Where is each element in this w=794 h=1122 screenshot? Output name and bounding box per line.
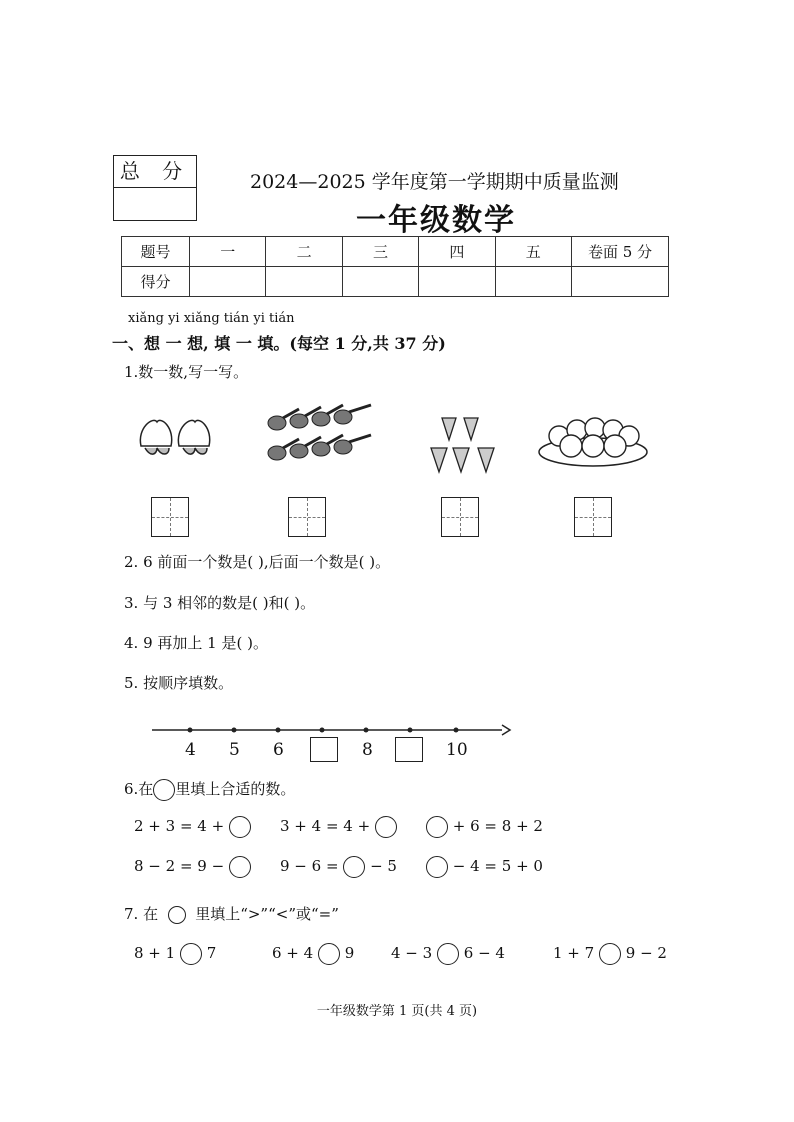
q6-equation: − 4 = 5 + 0 <box>426 856 543 878</box>
strawberries-image <box>428 410 504 476</box>
cell-q3: 三 <box>342 237 418 267</box>
q7-comparison: 8 + 1 7 <box>134 943 216 965</box>
answer-box-spoons[interactable] <box>288 497 326 537</box>
cell-q1: 一 <box>190 237 266 267</box>
q6-equation: 8 − 2 = 9 − <box>134 856 251 878</box>
score-cell[interactable] <box>572 267 669 297</box>
q6-equation: 2 + 3 = 4 + <box>134 816 251 838</box>
section1-pinyin: xiǎng yi xiǎng tián yi tián <box>128 311 295 326</box>
answer-box-apples[interactable] <box>574 497 612 537</box>
compare-circle[interactable] <box>318 943 340 965</box>
score-cell[interactable] <box>419 267 495 297</box>
cell-q2: 二 <box>266 237 342 267</box>
compare-circle[interactable] <box>437 943 459 965</box>
question-4: 4. 9 再加上 1 是( )。 <box>124 634 268 652</box>
q6-equation: + 6 = 8 + 2 <box>426 816 543 838</box>
circle-blank-icon <box>153 779 175 801</box>
q7-comparison: 6 + 4 9 <box>272 943 354 965</box>
section1-heading: 一、想 一 想, 填 一 填。(每空 1 分,共 37 分) <box>112 334 446 353</box>
number-line-label: 6 <box>273 740 284 760</box>
exam-title: 一年级数学 <box>356 203 516 238</box>
score-cell[interactable] <box>342 267 418 297</box>
total-score-box <box>113 155 197 221</box>
apples-on-plate-image <box>537 410 649 470</box>
q7-prefix: 7. 在 <box>124 905 159 923</box>
cell-q5: 五 <box>495 237 571 267</box>
answer-box-strawberries[interactable] <box>441 497 479 537</box>
question-5: 5. 按顺序填数。 <box>124 674 234 692</box>
number-line-label: 5 <box>229 740 240 760</box>
compare-circle[interactable] <box>180 943 202 965</box>
number-line-label: 8 <box>362 740 373 760</box>
q6-suffix: 里填上合适的数。 <box>175 780 296 798</box>
exam-subtitle: 2024—2025 学年度第一学期期中质量监测 <box>250 171 619 193</box>
question-7 <box>124 903 339 924</box>
answer-box-peaches[interactable] <box>151 497 189 537</box>
cell-q4: 四 <box>419 237 495 267</box>
q7-comparison: 4 − 3 6 − 4 <box>391 943 505 965</box>
q7-comparison: 1 + 7 9 − 2 <box>553 943 667 965</box>
answer-circle[interactable] <box>229 856 251 878</box>
answer-circle[interactable] <box>375 816 397 838</box>
number-line <box>150 722 512 738</box>
q6-prefix: 6.在 <box>124 780 154 798</box>
cell-neatness: 卷面 5 分 <box>572 237 669 267</box>
peaches-image <box>135 408 215 464</box>
question-6 <box>124 778 295 801</box>
question-3: 3. 与 3 相邻的数是( )和( )。 <box>124 594 316 612</box>
answer-circle[interactable] <box>229 816 251 838</box>
cell-question-no: 题号 <box>122 237 190 267</box>
number-line-blank-box[interactable] <box>310 737 338 762</box>
score-cell[interactable] <box>495 267 571 297</box>
score-table <box>121 236 669 297</box>
answer-circle[interactable] <box>426 816 448 838</box>
compare-circle[interactable] <box>599 943 621 965</box>
score-table-header-row <box>122 237 669 267</box>
score-cell[interactable] <box>266 267 342 297</box>
number-line-label: 10 <box>446 740 468 760</box>
answer-circle[interactable] <box>343 856 365 878</box>
spoons-image <box>265 403 377 467</box>
cell-score-label: 得分 <box>122 267 190 297</box>
page-footer: 一年级数学第 1 页(共 4 页) <box>316 1004 478 1019</box>
q7-suffix: 里填上“>”“<”或“=” <box>195 905 339 923</box>
answer-circle[interactable] <box>426 856 448 878</box>
circle-blank-icon <box>168 906 186 924</box>
q6-equation: 9 − 6 = − 5 <box>280 856 397 878</box>
total-score-label: 总 分 <box>114 156 196 188</box>
score-table-score-row <box>122 267 669 297</box>
number-line-blank-box[interactable] <box>395 737 423 762</box>
q6-equation: 3 + 4 = 4 + <box>280 816 397 838</box>
question-2: 2. 6 前面一个数是( ),后面一个数是( )。 <box>124 553 391 571</box>
score-cell[interactable] <box>190 267 266 297</box>
question-1: 1.数一数,写一写。 <box>124 363 249 381</box>
number-line-label: 4 <box>185 740 196 760</box>
